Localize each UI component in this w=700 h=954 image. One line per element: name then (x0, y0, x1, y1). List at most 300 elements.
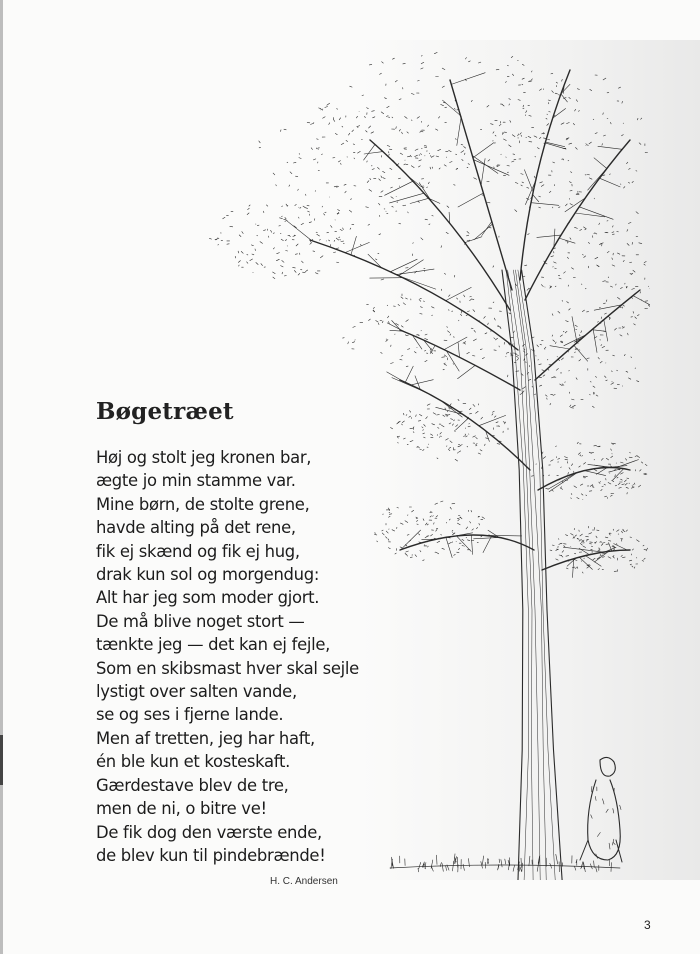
leaf-stroke (585, 229, 586, 230)
leaf-stroke (420, 131, 422, 132)
leaf-stroke (356, 116, 357, 118)
leaf-stroke (485, 333, 487, 334)
leaf-stroke (464, 295, 465, 297)
leaf-stroke (305, 270, 307, 272)
leaf-stroke (471, 100, 472, 101)
leaf-stroke (605, 376, 607, 378)
leaf-stroke (569, 468, 570, 470)
twig (600, 178, 621, 187)
leaf-stroke (582, 455, 583, 456)
leaf-stroke (595, 133, 597, 134)
leaf-stroke (454, 275, 455, 277)
leaf-stroke (432, 307, 435, 308)
leaf-stroke (615, 475, 616, 477)
leaf-stroke (580, 229, 582, 230)
leaf-stroke (615, 328, 617, 330)
leaf-stroke (349, 133, 350, 135)
leaf-stroke (379, 234, 381, 235)
leaf-stroke (592, 406, 594, 407)
leaf-stroke (282, 206, 283, 207)
leaf-stroke (447, 206, 449, 208)
leaf-stroke (574, 486, 577, 488)
leaf-stroke (540, 182, 543, 183)
leaf-stroke (411, 93, 414, 94)
leaf-stroke (634, 567, 635, 568)
leaf-stroke (420, 307, 422, 308)
leaf-stroke (608, 483, 611, 485)
leaf-stroke (339, 118, 340, 120)
leaf-stroke (431, 434, 433, 435)
leaf-stroke (413, 432, 414, 433)
leaf-stroke (555, 286, 556, 287)
leaf-stroke (396, 127, 397, 129)
leaf-stroke (406, 320, 409, 322)
leaf-stroke (540, 344, 542, 345)
leaf-stroke (585, 288, 586, 289)
leaf-stroke (378, 323, 379, 324)
leaf-stroke (630, 564, 631, 565)
leaf-stroke (438, 149, 441, 150)
leaf-stroke (442, 68, 445, 70)
leaf-stroke (452, 542, 453, 543)
grass-blade (521, 858, 522, 867)
leaf-stroke (369, 126, 371, 128)
leaf-stroke (571, 408, 574, 409)
leaf-stroke (520, 133, 522, 135)
leaf-stroke (472, 299, 474, 300)
leaf-stroke (414, 352, 416, 353)
leaf-stroke (405, 521, 408, 523)
leaf-stroke (602, 553, 605, 554)
leaf-stroke (588, 242, 589, 243)
leaf-stroke (391, 197, 393, 199)
leaf-stroke (543, 375, 545, 376)
grass-blade (522, 863, 523, 871)
leaf-stroke (460, 314, 461, 315)
leaf-stroke (432, 215, 433, 216)
leaf-stroke (451, 419, 453, 420)
leaf-stroke (294, 271, 296, 273)
leaf-stroke (613, 355, 615, 356)
leaf-stroke (381, 191, 383, 193)
leaf-stroke (425, 338, 428, 339)
leaf-stroke (407, 535, 409, 536)
leaf-stroke (623, 529, 624, 530)
leaf-stroke (484, 316, 486, 318)
leaf-stroke (462, 159, 463, 160)
leaf-stroke (639, 143, 641, 145)
leaf-stroke (337, 108, 338, 109)
leaf-stroke (396, 323, 399, 325)
leaf-stroke (428, 125, 429, 126)
leaf-stroke (425, 334, 427, 335)
leaf-stroke (632, 486, 633, 488)
leaf-stroke (540, 385, 542, 386)
leaf-stroke (549, 112, 551, 113)
leaf-stroke (402, 421, 404, 423)
leaf-stroke (403, 413, 404, 415)
leaf-stroke (381, 112, 384, 114)
leaf-stroke (389, 514, 392, 515)
leaf-stroke (353, 144, 354, 145)
leaf-stroke (612, 258, 613, 260)
figure-shading (603, 799, 605, 804)
leaf-stroke (493, 266, 494, 267)
leaf-stroke (238, 261, 240, 263)
leaf-stroke (352, 342, 354, 343)
leaf-stroke (478, 453, 480, 454)
leaf-stroke (539, 207, 541, 208)
leaf-stroke (623, 305, 624, 306)
leaf-stroke (575, 227, 578, 228)
leaf-stroke (551, 256, 554, 257)
leaf-stroke (521, 174, 523, 175)
leaf-stroke (620, 287, 622, 288)
poem-line: Mine børn, de stolte grene, (96, 494, 310, 514)
leaf-stroke (301, 223, 303, 225)
leaf-stroke (621, 462, 624, 463)
leaf-stroke (500, 327, 501, 328)
twig (474, 160, 509, 176)
leaf-stroke (454, 431, 455, 432)
leaf-stroke (401, 297, 403, 299)
grass-blade (596, 868, 597, 872)
leaf-stroke (459, 451, 461, 452)
leaf-stroke (539, 364, 542, 365)
leaf-stroke (556, 82, 557, 83)
leaf-stroke (412, 510, 414, 512)
leaf-stroke (241, 251, 243, 253)
leaf-stroke (571, 534, 574, 536)
grass-blade (482, 856, 483, 865)
leaf-stroke (281, 130, 282, 132)
twig (455, 418, 468, 430)
twig (598, 146, 622, 149)
leaf-stroke (300, 207, 301, 208)
leaf-stroke (589, 178, 592, 179)
grass-blade (442, 864, 443, 872)
leaf-stroke (476, 411, 479, 413)
leaf-stroke (387, 106, 389, 108)
leaf-stroke (406, 551, 409, 552)
twig (537, 235, 561, 237)
leaf-stroke (382, 321, 383, 323)
leaf-stroke (566, 321, 569, 322)
leaf-stroke (362, 95, 364, 96)
leaf-stroke (565, 459, 568, 460)
leaf-stroke (625, 459, 626, 461)
leaf-stroke (446, 232, 448, 233)
twig (482, 221, 492, 235)
leaf-stroke (622, 135, 624, 136)
leaf-stroke (596, 395, 598, 396)
leaf-stroke (331, 226, 333, 228)
leaf-stroke (610, 174, 611, 175)
leaf-stroke (375, 259, 377, 260)
grass-blade (513, 865, 514, 871)
leaf-stroke (343, 228, 344, 230)
standing-figure (580, 757, 622, 862)
leaf-stroke (399, 129, 400, 131)
leaf-stroke (467, 540, 469, 541)
leaf-stroke (496, 422, 498, 423)
leaf-stroke (620, 335, 622, 336)
leaf-stroke (442, 86, 444, 87)
leaf-stroke (469, 61, 471, 62)
leaf-stroke (547, 124, 549, 126)
leaf-stroke (353, 326, 356, 327)
leaf-stroke (603, 113, 604, 115)
leaf-stroke (400, 359, 402, 360)
leaf-stroke (468, 164, 470, 165)
leaf-stroke (437, 541, 440, 542)
leaf-stroke (313, 123, 314, 124)
leaf-stroke (621, 479, 623, 480)
leaf-stroke (576, 100, 577, 102)
leaf-stroke (638, 485, 640, 487)
grass-blade (437, 855, 438, 864)
leaf-stroke (431, 156, 434, 158)
leaf-stroke (256, 263, 258, 265)
leaf-stroke (441, 104, 444, 105)
leaf-stroke (566, 535, 568, 536)
leaf-stroke (303, 206, 305, 207)
leaf-stroke (305, 208, 308, 209)
leaf-stroke (623, 530, 625, 531)
leaf-stroke (435, 503, 438, 504)
leaf-stroke (317, 139, 319, 140)
leaf-stroke (470, 296, 472, 297)
leaf-stroke (473, 310, 475, 312)
leaf-stroke (633, 270, 635, 272)
leaf-stroke (257, 225, 259, 226)
leaf-stroke (487, 105, 489, 107)
leaf-stroke (311, 124, 313, 125)
grass-blade (575, 867, 576, 871)
leaf-stroke (641, 462, 643, 463)
leaf-stroke (558, 458, 560, 459)
leaf-stroke (590, 485, 592, 487)
leaf-stroke (369, 64, 372, 65)
leaf-stroke (433, 413, 436, 415)
leaf-stroke (366, 207, 369, 208)
leaf-stroke (569, 370, 570, 371)
leaf-stroke (632, 566, 633, 567)
leaf-stroke (577, 498, 579, 499)
leaf-stroke (593, 386, 595, 387)
twig (575, 213, 605, 217)
leaf-stroke (415, 555, 417, 557)
leaf-stroke (209, 238, 211, 239)
leaf-stroke (560, 488, 562, 490)
poem-line: men de ni, o bitre ve! (96, 799, 267, 819)
leaf-stroke (580, 534, 583, 536)
poem-line: De fik dog den værste ende, (96, 822, 322, 842)
leaf-stroke (599, 482, 600, 483)
leaf-stroke (589, 533, 592, 534)
leaf-stroke (449, 423, 451, 424)
leaf-stroke (410, 155, 411, 157)
leaf-stroke (545, 395, 547, 396)
leaf-stroke (401, 356, 403, 357)
leaf-stroke (427, 187, 428, 188)
leaf-stroke (467, 311, 469, 312)
grass-blade (419, 862, 421, 868)
leaf-stroke (628, 333, 629, 335)
leaf-stroke (606, 380, 608, 381)
leaf-stroke (478, 62, 480, 63)
leaf-stroke (242, 232, 243, 234)
leaf-stroke (463, 342, 466, 343)
leaf-stroke (571, 498, 572, 499)
leaf-stroke (644, 558, 645, 559)
leaf-stroke (603, 557, 605, 558)
twig (614, 544, 627, 550)
leaf-stroke (454, 109, 455, 110)
twig (588, 166, 609, 190)
leaf-stroke (599, 549, 600, 550)
leaf-stroke (398, 178, 400, 179)
leaf-stroke (329, 123, 330, 125)
leaf-stroke (597, 530, 599, 531)
leaf-stroke (603, 281, 606, 282)
leaf-stroke (416, 415, 417, 417)
leaf-stroke (440, 436, 441, 437)
leaf-stroke (632, 298, 633, 299)
leaf-stroke (387, 145, 390, 146)
leaf-stroke (383, 178, 385, 179)
leaf-stroke (529, 115, 531, 116)
page-edge (0, 0, 3, 954)
twig (458, 365, 476, 378)
leaf-stroke (421, 56, 422, 57)
leaf-stroke (618, 483, 620, 484)
leaf-stroke (424, 147, 426, 148)
leaf-stroke (627, 162, 628, 164)
leaf-stroke (518, 134, 519, 136)
leaf-stroke (595, 257, 598, 259)
poem-line: Alt har jeg som moder gjort. (96, 588, 320, 608)
leaf-stroke (390, 168, 392, 169)
leaf-stroke (617, 370, 618, 371)
leaf-stroke (542, 370, 544, 371)
leaf-stroke (613, 529, 614, 530)
leaf-stroke (434, 52, 437, 53)
leaf-stroke (627, 230, 628, 232)
leaf-stroke (385, 98, 387, 99)
twig (385, 181, 413, 195)
leaf-stroke (603, 135, 605, 136)
leaf-stroke (439, 168, 440, 169)
leaf-stroke (289, 185, 290, 186)
leaf-stroke (645, 464, 647, 466)
leaf-stroke (621, 555, 622, 556)
leaf-stroke (611, 495, 613, 496)
leaf-stroke (425, 360, 427, 361)
leaf-stroke (622, 531, 623, 533)
leaf-stroke (602, 486, 603, 487)
poem-line: Høj og stolt jeg kronen bar, (96, 448, 312, 467)
leaf-stroke (605, 496, 607, 497)
leaf-stroke (493, 132, 494, 134)
leaf-stroke (372, 169, 374, 170)
leaf-stroke (594, 233, 595, 234)
leaf-stroke (578, 453, 580, 455)
leaf-stroke (535, 156, 536, 157)
twig (473, 143, 494, 158)
leaf-stroke (609, 533, 610, 535)
leaf-stroke (509, 313, 511, 314)
leaf-stroke (613, 444, 614, 445)
leaf-stroke (560, 335, 562, 337)
leaf-stroke (503, 422, 505, 423)
leaf-stroke (523, 391, 525, 392)
leaf-stroke (627, 244, 629, 246)
leaf-stroke (565, 457, 568, 458)
leaf-stroke (423, 519, 424, 521)
leaf-stroke (369, 319, 371, 320)
leaf-stroke (602, 346, 605, 348)
leaf-stroke (570, 190, 572, 191)
leaf-stroke (515, 182, 518, 183)
leaf-stroke (461, 144, 463, 145)
leaf-stroke (277, 253, 280, 254)
leaf-stroke (468, 426, 470, 427)
twig (579, 207, 613, 220)
leaf-stroke (571, 464, 572, 466)
leaf-stroke (626, 530, 627, 531)
twig (451, 73, 485, 85)
leaf-stroke (626, 487, 628, 488)
leaf-stroke (535, 394, 536, 395)
leaf-stroke (576, 378, 577, 380)
leaf-stroke (552, 314, 553, 316)
leaf-stroke (329, 240, 330, 241)
leaf-stroke (322, 154, 323, 155)
leaf-stroke (335, 133, 337, 134)
leaf-stroke (402, 132, 403, 134)
leaf-stroke (479, 523, 480, 525)
leaf-stroke (540, 89, 542, 91)
leaf-stroke (318, 149, 319, 150)
leaf-stroke (255, 249, 256, 251)
leaf-stroke (551, 460, 554, 462)
leaf-stroke (293, 267, 296, 268)
leaf-stroke (444, 355, 446, 357)
leaf-stroke (419, 300, 421, 302)
leaf-stroke (482, 517, 485, 519)
leaf-stroke (631, 357, 632, 358)
leaf-stroke (338, 161, 340, 162)
branch (400, 380, 530, 470)
leaf-stroke (442, 425, 445, 427)
twig (440, 400, 463, 417)
leaf-stroke (529, 379, 531, 380)
grass-blade (590, 864, 592, 869)
leaf-stroke (555, 93, 557, 94)
leaf-stroke (599, 223, 600, 225)
leaf-stroke (569, 97, 571, 98)
leaf-stroke (556, 559, 559, 560)
leaf-stroke (431, 534, 433, 536)
leaf-stroke (285, 218, 286, 219)
leaf-stroke (476, 437, 478, 439)
leaf-stroke (552, 91, 554, 93)
leaf-stroke (449, 519, 450, 520)
leaf-stroke (416, 517, 417, 518)
leaf-stroke (527, 289, 528, 290)
leaf-stroke (382, 533, 384, 535)
